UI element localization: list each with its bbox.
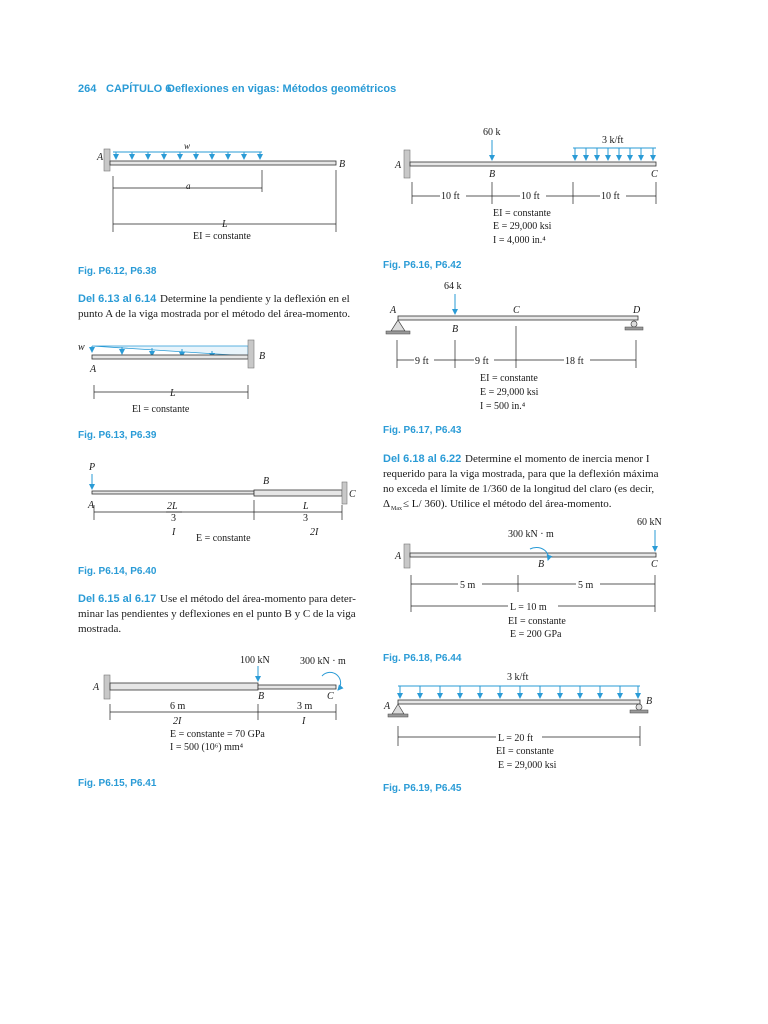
dimension-2: 5 m bbox=[578, 580, 594, 591]
problem-6-18-line4: ≤ L/ 360). Utilice el método del área-momento. bbox=[403, 498, 612, 510]
property-ei: EI = constante bbox=[193, 231, 251, 242]
figure-6-15 bbox=[92, 655, 346, 753]
point-label-a: A bbox=[390, 305, 397, 316]
chapter-label: CAPÍTULO 6 bbox=[106, 83, 172, 95]
wall-support bbox=[404, 150, 410, 178]
point-label-b: B bbox=[538, 559, 545, 570]
point-label-b: B bbox=[646, 696, 653, 707]
figure-6-13 bbox=[78, 340, 265, 415]
property-ei: EI = constante bbox=[508, 616, 566, 627]
point-label-a: A bbox=[395, 551, 402, 562]
dimension-label-l: L bbox=[222, 219, 228, 230]
point-label-c: C bbox=[651, 169, 658, 180]
figure-6-16 bbox=[394, 127, 658, 246]
caption-f619: Fig. P6.19, P6.45 bbox=[383, 783, 462, 794]
property-e: E = 29,000 ksi bbox=[493, 221, 552, 232]
point-label-a: A bbox=[93, 682, 100, 693]
wall-support bbox=[404, 544, 410, 568]
page-header bbox=[78, 82, 396, 95]
triangular-load bbox=[92, 346, 248, 356]
point-label-b: B bbox=[263, 476, 270, 487]
beam bbox=[410, 553, 656, 557]
beam bbox=[398, 316, 638, 320]
fraction-l-den: 3 bbox=[303, 513, 308, 524]
moment-label: 300 kN · m bbox=[300, 656, 346, 667]
point-label-d: D bbox=[633, 305, 641, 316]
dimension-label-l: L bbox=[170, 388, 176, 399]
beam-segment-i bbox=[92, 491, 254, 494]
figure-6-18 bbox=[394, 517, 662, 640]
point-label-b: B bbox=[258, 691, 265, 702]
caption-f612: Fig. P6.12, P6.38 bbox=[78, 266, 157, 277]
dimension-total: L = 10 m bbox=[510, 602, 547, 613]
fraction-l-num: L bbox=[303, 501, 309, 512]
point-label-c: C bbox=[327, 691, 334, 702]
caption-f618: Fig. P6.18, P6.44 bbox=[383, 653, 462, 664]
dimension-3: 18 ft bbox=[565, 356, 584, 367]
dimension-6m: 6 m bbox=[170, 701, 186, 712]
load-label-p: P bbox=[89, 462, 96, 473]
distributed-load-arrows bbox=[116, 152, 260, 159]
point-label-b: B bbox=[489, 169, 496, 180]
load-label: 64 k bbox=[444, 281, 462, 292]
beam-segment-2i bbox=[254, 490, 342, 496]
problem-6-18-delta: Δ bbox=[383, 498, 391, 510]
distributed-load-label: 3 k/ft bbox=[507, 672, 529, 683]
chapter-title: Deflexiones en vigas: Métodos geométricos bbox=[167, 83, 397, 95]
figure-6-17 bbox=[386, 281, 643, 412]
beam-segment-2i bbox=[110, 683, 258, 690]
property-inertia: I = 500 (10⁶) mm⁴ bbox=[170, 742, 244, 753]
dimension-3: 10 ft bbox=[601, 191, 620, 202]
dimension-1: 10 ft bbox=[441, 191, 460, 202]
figure-6-12 bbox=[96, 141, 345, 242]
property-e: E = constante bbox=[196, 533, 251, 544]
caption-f615: Fig. P6.15, P6.41 bbox=[78, 778, 157, 789]
problem-6-18-line2: requerido para la viga mostrada, para que la deflexión máxima bbox=[383, 468, 659, 480]
problem-6-13-line1: Determine la pendiente y la deflexión en el bbox=[160, 293, 350, 305]
inertia-i: I bbox=[302, 716, 306, 727]
load-label: 60 kN bbox=[637, 517, 662, 528]
pin-support bbox=[391, 320, 405, 331]
property-e: E = 29,000 ksi bbox=[480, 387, 539, 398]
dimension-3m: 3 m bbox=[297, 701, 313, 712]
point-label-a: A bbox=[90, 364, 97, 375]
inertia-i: I bbox=[172, 527, 176, 538]
problem-6-18-delta-sub: Max bbox=[391, 506, 402, 512]
beam bbox=[410, 162, 656, 166]
page-number: 264 bbox=[78, 83, 97, 95]
dimension-total: L = 20 ft bbox=[498, 733, 533, 744]
problem-6-18-line1: Determine el momento de inercia menor I bbox=[465, 453, 650, 465]
moment-label: 300 kN · m bbox=[508, 529, 554, 540]
problem-6-18-label: Del 6.18 al 6.22 bbox=[383, 453, 462, 465]
problem-6-15-label: Del 6.15 al 6.17 bbox=[78, 593, 157, 605]
caption-f614: Fig. P6.14, P6.40 bbox=[78, 566, 157, 577]
point-label-b: B bbox=[452, 324, 459, 335]
property-ei: EI = constante bbox=[493, 208, 551, 219]
inertia-2i: 2I bbox=[173, 716, 182, 727]
load-label-w: w bbox=[78, 342, 85, 353]
wall-support bbox=[342, 482, 347, 504]
load-label-w: w bbox=[184, 141, 191, 151]
point-label-b: B bbox=[259, 351, 266, 362]
point-label-a: A bbox=[395, 160, 402, 171]
pin-support bbox=[392, 704, 404, 714]
problem-6-13-label: Del 6.13 al 6.14 bbox=[78, 293, 157, 305]
wall-support bbox=[104, 149, 110, 171]
roller-support bbox=[631, 321, 637, 327]
problem-6-13-line2: punto A de la viga mostrada por el método del área-momento. bbox=[78, 308, 351, 320]
point-label-c: C bbox=[513, 305, 520, 316]
load-label: 60 k bbox=[483, 127, 501, 138]
beam bbox=[398, 700, 640, 704]
caption-f617: Fig. P6.17, P6.43 bbox=[383, 425, 462, 436]
dimension-2: 10 ft bbox=[521, 191, 540, 202]
property-e: E = 200 GPa bbox=[510, 629, 562, 640]
fraction-2l-num: 2L bbox=[167, 501, 178, 512]
point-label-a: A bbox=[384, 701, 391, 712]
dimension-1: 9 ft bbox=[415, 356, 429, 367]
roller-support bbox=[636, 704, 642, 710]
beam-segment-i bbox=[258, 685, 336, 689]
beam bbox=[92, 355, 248, 359]
problem-6-15-line2: minar las pendientes y deflexiones en el punto B y C de la viga bbox=[78, 608, 356, 620]
property-ei: EI = constante bbox=[480, 373, 538, 384]
property-inertia: I = 4,000 in.⁴ bbox=[493, 235, 546, 246]
fraction-2l-den: 3 bbox=[171, 513, 176, 524]
property-inertia: I = 500 in.⁴ bbox=[480, 401, 526, 412]
problem-6-15-line3: mostrada. bbox=[78, 623, 122, 635]
point-label-b: B bbox=[339, 159, 346, 170]
wall-support bbox=[104, 675, 110, 699]
point-label-a: A bbox=[97, 152, 104, 163]
distributed-load-label: 3 k/ft bbox=[602, 135, 624, 146]
point-label-a: A bbox=[88, 500, 95, 511]
inertia-2i: 2I bbox=[310, 527, 319, 538]
dimension-2: 9 ft bbox=[475, 356, 489, 367]
property-ei: El = constante bbox=[132, 404, 190, 415]
wall-support bbox=[248, 340, 254, 368]
problem-6-18-line3: no exceda el límite de 1/360 de la longitud del claro (es decir, bbox=[383, 483, 655, 495]
figure-6-19 bbox=[383, 672, 652, 771]
dimension-1: 5 m bbox=[460, 580, 476, 591]
dimension-label-a: a bbox=[186, 181, 191, 191]
point-label-c: C bbox=[651, 559, 658, 570]
load-label: 100 kN bbox=[240, 655, 270, 666]
caption-f613: Fig. P6.13, P6.39 bbox=[78, 430, 157, 441]
caption-f616: Fig. P6.16, P6.42 bbox=[383, 260, 462, 271]
figure-6-14 bbox=[87, 462, 356, 544]
property-e: E = 29,000 ksi bbox=[498, 760, 557, 771]
point-label-c: C bbox=[349, 489, 356, 500]
beam bbox=[110, 161, 336, 165]
property-e: E = constante = 70 GPa bbox=[170, 729, 265, 740]
problem-6-15-line1: Use el método del área-momento para deter- bbox=[160, 593, 356, 605]
property-ei: EI = constante bbox=[496, 746, 554, 757]
